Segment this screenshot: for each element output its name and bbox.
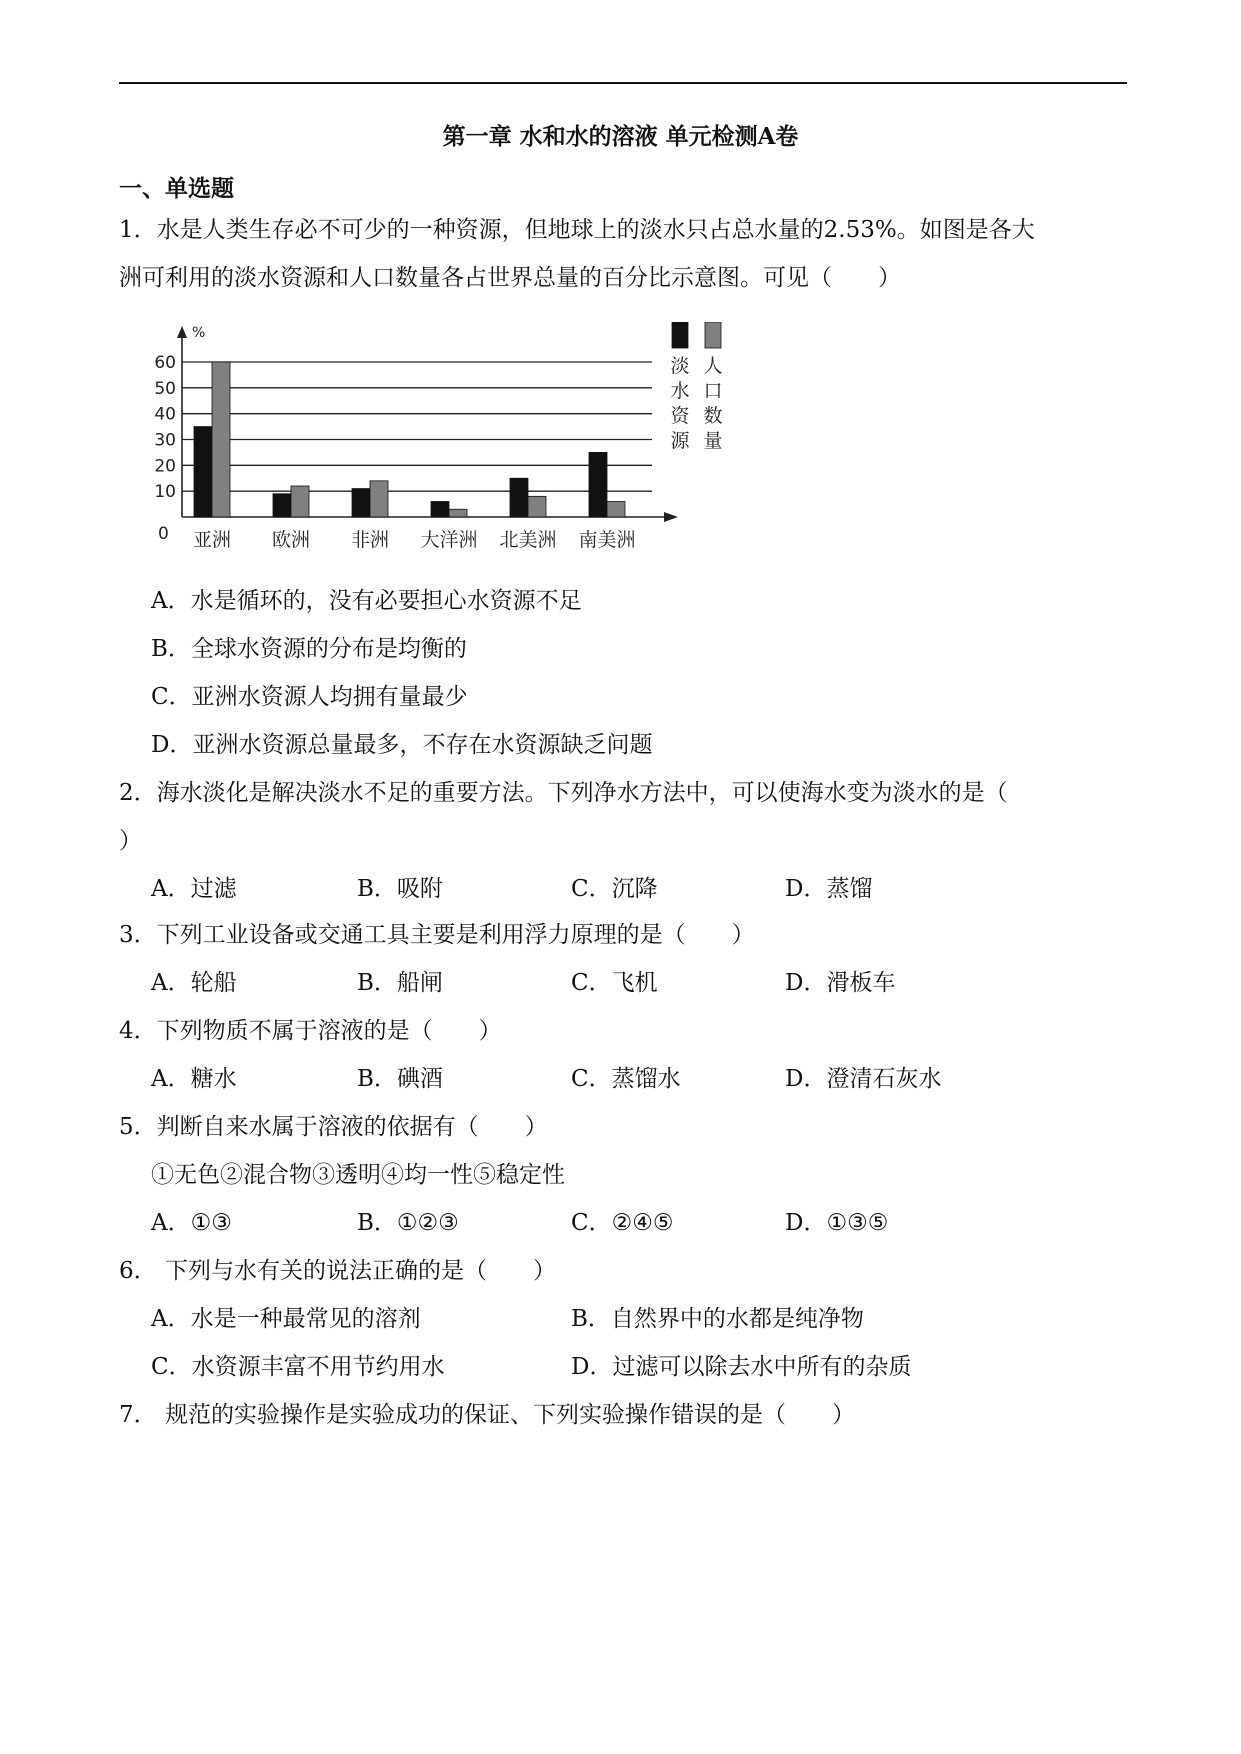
q2-option-b[interactable]: B．吸附	[357, 876, 443, 902]
q5-option-a[interactable]: A．①③	[151, 1210, 232, 1236]
legend-label-char: 人	[703, 355, 723, 377]
legend-label-char: 数	[703, 405, 723, 427]
question-number: 1．	[119, 217, 157, 243]
q1-option-b[interactable]: B．全球水资源的分布是均衡的	[151, 636, 467, 662]
legend-swatch	[672, 322, 688, 348]
legend-label-char: 源	[670, 430, 690, 452]
q2-option-c[interactable]: C．沉降	[571, 876, 658, 902]
bar-population	[528, 496, 546, 517]
legend-label-char: 资	[670, 405, 690, 427]
section-heading: 一、单选题	[119, 175, 234, 202]
origin-label: 0	[158, 524, 169, 544]
y-tick-label: 30	[154, 430, 176, 451]
q4-option-d[interactable]: D．澄清石灰水	[785, 1066, 942, 1092]
question-1-line-1: 1．水是人类生存必不可少的一种资源，但地球上的淡水只占总水量的2.53%。如图是各大	[119, 217, 1035, 243]
question-number: 3．	[119, 922, 157, 948]
q2-option-a[interactable]: A．过滤	[151, 876, 237, 902]
y-axis-arrow	[177, 326, 187, 338]
legend-label-char: 口	[703, 380, 723, 402]
q2-option-d[interactable]: D．蒸馏	[785, 876, 873, 902]
q1-option-a[interactable]: A．水是循环的，没有必要担心水资源不足	[151, 588, 582, 614]
question-2-line-1: 2．海水淡化是解决淡水不足的重要方法。下列净水方法中，可以使海水变为淡水的是（	[119, 780, 1008, 806]
x-tick-label: 北美洲	[499, 529, 557, 551]
y-tick-label: 20	[154, 456, 176, 477]
y-tick-label: 40	[154, 404, 176, 425]
q4-option-b[interactable]: B．碘酒	[357, 1066, 443, 1092]
q5-option-c[interactable]: C．②④⑤	[571, 1210, 674, 1236]
q4-option-a[interactable]: A．糖水	[151, 1066, 237, 1092]
question-4-line-1: 4．下列物质不属于溶液的是（ ）	[119, 1018, 502, 1044]
bar-population	[291, 486, 309, 517]
question-6-line-1: 6． 下列与水有关的说法正确的是（ ）	[119, 1258, 556, 1284]
q5-option-d[interactable]: D．①③⑤	[785, 1210, 889, 1236]
legend-label-char: 淡	[670, 355, 690, 377]
legend-label-char: 量	[703, 430, 723, 452]
x-tick-label: 南美洲	[578, 529, 636, 551]
bar-freshwater	[194, 427, 212, 517]
x-tick-label: 亚洲	[192, 529, 232, 551]
page-title: 第一章 水和水的溶液 单元检测A卷	[442, 123, 799, 150]
bar-freshwater	[589, 452, 607, 517]
question-number: 7．	[119, 1402, 157, 1428]
q3-option-d[interactable]: D．滑板车	[785, 970, 896, 996]
y-tick-label: 10	[154, 482, 176, 503]
bar-freshwater	[510, 478, 528, 517]
q3-option-b[interactable]: B．船闸	[357, 970, 443, 996]
legend-label-char: 水	[670, 380, 690, 402]
bar-population	[607, 502, 625, 518]
q6-option-a[interactable]: A．水是一种最常见的溶剂	[151, 1306, 421, 1332]
question-5-line-1: 5．判断自来水属于溶液的依据有（ ）	[119, 1114, 548, 1140]
question-1-line-2: 洲可利用的淡水资源和人口数量各占世界总量的百分比示意图。可见（ ）	[119, 265, 901, 291]
bar-freshwater	[273, 494, 291, 517]
question-5-line-2: ①无色②混合物③透明④均一性⑤稳定性	[151, 1162, 565, 1188]
x-tick-label: 非洲	[350, 529, 390, 551]
q5-option-b[interactable]: B．①②③	[357, 1210, 459, 1236]
bar-population	[449, 509, 467, 517]
bar-freshwater	[431, 502, 449, 518]
header-rule	[119, 82, 1127, 84]
q3-option-c[interactable]: C．飞机	[571, 970, 658, 996]
q6-option-d[interactable]: D．过滤可以除去水中所有的杂质	[571, 1354, 912, 1380]
legend-swatch	[705, 322, 721, 348]
question-7-line-1: 7． 规范的实验操作是实验成功的保证、下列实验操作错误的是（ ）	[119, 1402, 855, 1428]
q6-option-b[interactable]: B．自然界中的水都是纯净物	[571, 1306, 864, 1332]
x-axis-arrow	[664, 512, 678, 522]
q1-option-d[interactable]: D．亚洲水资源总量最多，不存在水资源缺乏问题	[151, 732, 653, 758]
q6-option-c[interactable]: C．水资源丰富不用节约用水	[151, 1354, 445, 1380]
bar-freshwater	[352, 489, 370, 517]
x-tick-label: 大洋洲	[420, 529, 478, 551]
question-number: 2．	[119, 780, 157, 806]
question-number: 5．	[119, 1114, 157, 1140]
x-tick-label: 欧洲	[271, 529, 311, 551]
question-2-line-2: ）	[119, 828, 142, 854]
y-tick-label: 60	[154, 353, 176, 373]
question-3-line-1: 3．下列工业设备或交通工具主要是利用浮力原理的是（ ）	[119, 922, 755, 948]
y-axis-label: %	[192, 325, 206, 341]
bar-population	[370, 481, 388, 517]
question-number: 6．	[119, 1258, 157, 1284]
question-number: 4．	[119, 1018, 157, 1044]
bar-population	[212, 362, 230, 517]
q1-option-c[interactable]: C．亚洲水资源人均拥有量最少	[151, 684, 468, 710]
water-population-bar-chart	[150, 322, 730, 562]
q4-option-c[interactable]: C．蒸馏水	[571, 1066, 681, 1092]
y-tick-label: 50	[154, 378, 176, 399]
q3-option-a[interactable]: A．轮船	[151, 970, 237, 996]
